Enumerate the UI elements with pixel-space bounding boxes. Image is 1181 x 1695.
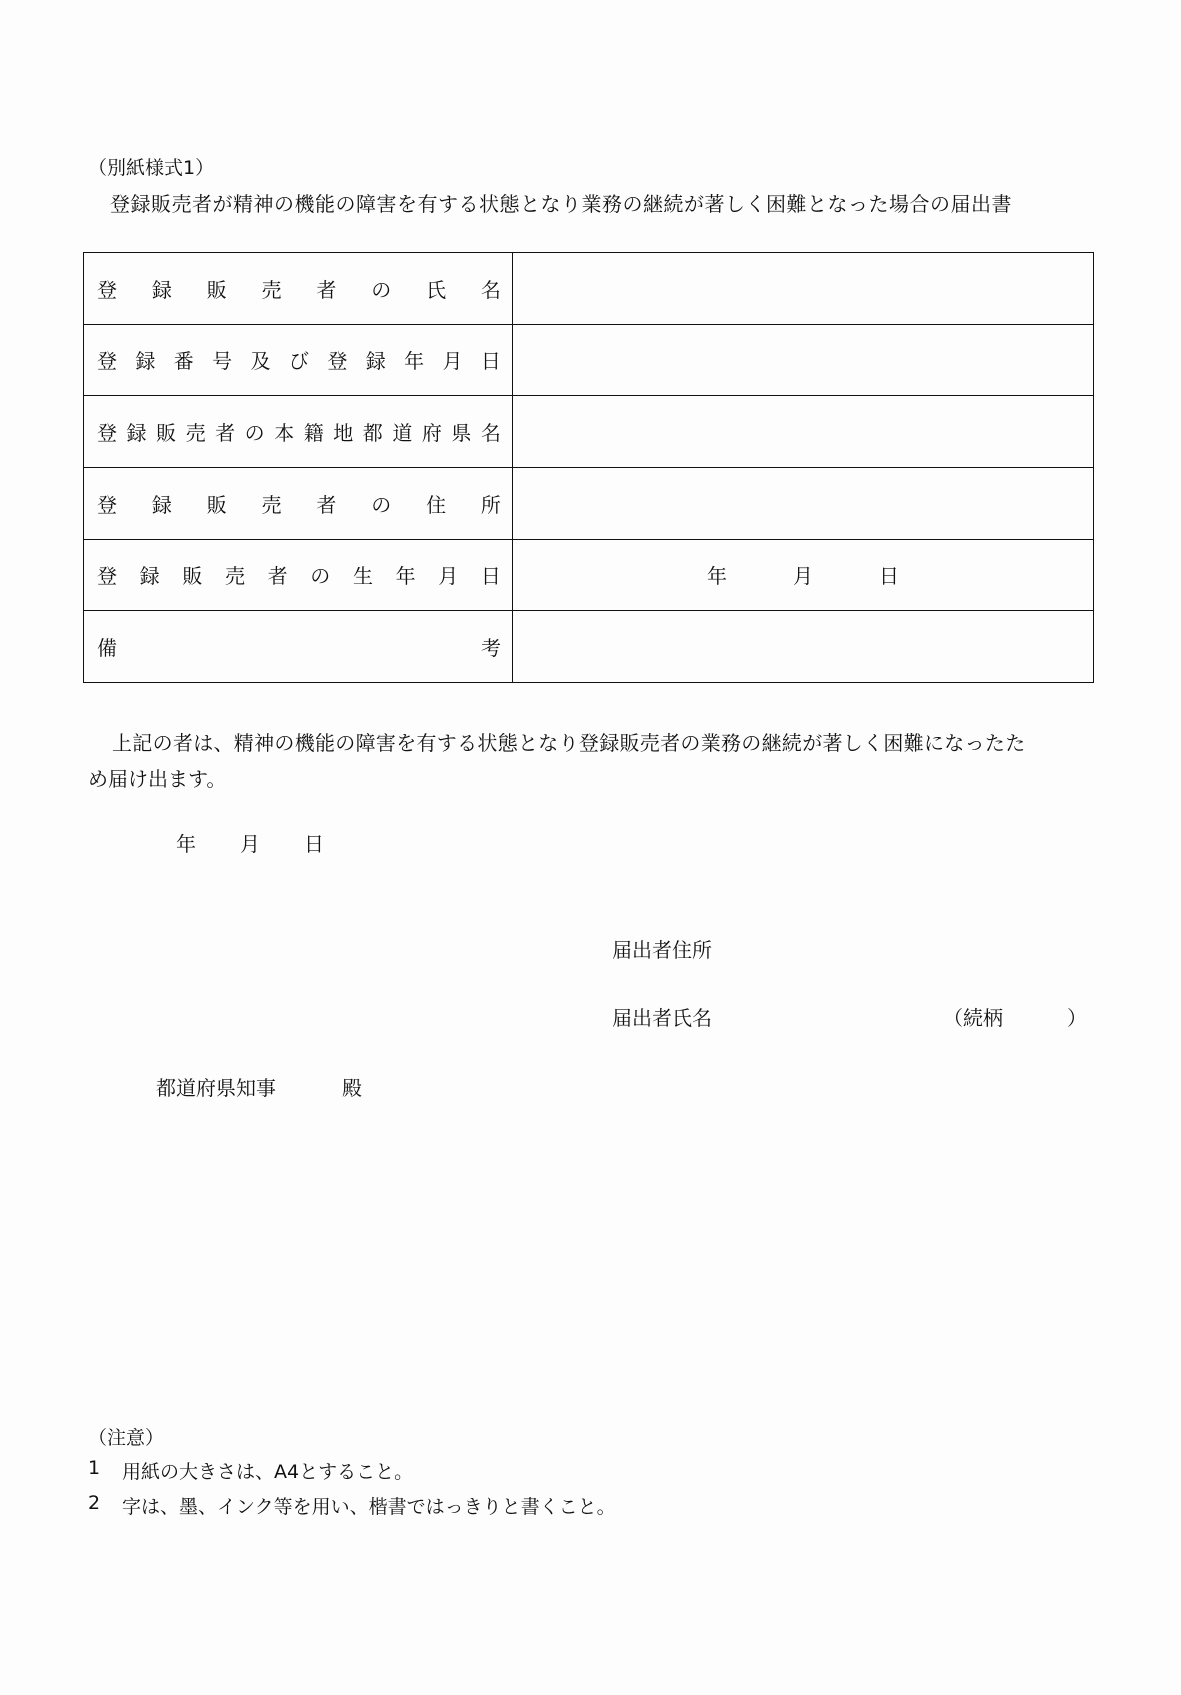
registration-form-table [83, 252, 1094, 683]
table-row-registration-number [84, 324, 1094, 396]
label-cell [84, 324, 513, 396]
label-char: 月 [442, 349, 463, 374]
label-char: 録 [151, 492, 172, 517]
label-char: 道 [392, 421, 413, 446]
addressee-honorific: 殿 [342, 1076, 362, 1100]
label-char: の [244, 421, 265, 446]
label-char: 名 [480, 277, 501, 302]
birthdate-value-field[interactable] [513, 539, 1094, 611]
label-cell [84, 539, 513, 611]
label-char: 地 [333, 421, 354, 446]
label-char: 登 [97, 492, 117, 517]
label-char: 及 [250, 349, 271, 374]
statement-line-1: 上記の者は、精神の機能の障害を有する状態となり登録販売者の業務の継続が著しく困難になったた [112, 731, 1026, 755]
label-char: の [371, 492, 392, 517]
month-unit: 月 [793, 564, 813, 589]
label-char: 録 [126, 421, 147, 446]
label-char: 売 [261, 492, 282, 517]
label-char: 日 [480, 564, 501, 589]
label-char: 者 [267, 564, 288, 589]
row-label [84, 560, 512, 589]
note-text: 用紙の大きさは、A4とすること。 [122, 1461, 414, 1483]
label-char: 年 [395, 564, 416, 589]
label-char: 者 [316, 277, 337, 302]
document-title: 登録販売者が精神の機能の障害を有する状態となり業務の継続が著しく困難となった場合の届出書 [110, 192, 1012, 216]
address-value-field[interactable] [513, 467, 1094, 539]
label-char: 録 [151, 277, 172, 302]
label-char: 月 [438, 564, 459, 589]
label-char: 氏 [426, 277, 447, 302]
label-cell [84, 611, 513, 683]
note-number: 1 [88, 1457, 101, 1479]
relationship-blank[interactable] [1003, 1002, 1067, 1031]
label-char: 府 [421, 421, 442, 446]
row-label [84, 417, 512, 446]
label-char: 販 [182, 564, 203, 589]
note-number: 2 [88, 1492, 101, 1514]
label-char: 名 [480, 421, 501, 446]
year-unit: 年 [176, 832, 196, 856]
label-char: 号 [212, 349, 233, 374]
label-char: 登 [97, 277, 117, 302]
label-char: 登 [97, 349, 117, 374]
label-char: 所 [480, 492, 501, 517]
domicile-value-field[interactable] [513, 396, 1094, 468]
label-char: 者 [316, 492, 337, 517]
row-label [84, 489, 512, 518]
applicant-name-label: 届出者氏名 [612, 1006, 712, 1030]
table-row-remarks [84, 611, 1094, 683]
day-unit: 日 [304, 832, 324, 856]
addressee-title: 都道府県知事 [156, 1076, 276, 1100]
label-char: 籍 [303, 421, 324, 446]
row-label [84, 345, 512, 374]
label-char: 者 [215, 421, 236, 446]
label-char: 販 [156, 421, 177, 446]
label-cell [84, 467, 513, 539]
month-unit: 月 [240, 832, 260, 856]
declaration-statement [88, 725, 1098, 797]
note-item [88, 1457, 413, 1484]
table-row-address [84, 467, 1094, 539]
note-text: 字は、墨、インク等を用い、楷書ではっきりと書くこと。 [122, 1496, 616, 1518]
label-char: 県 [451, 421, 472, 446]
table-row-birthdate [84, 539, 1094, 611]
remarks-value-field[interactable] [513, 611, 1094, 683]
year-unit: 年 [707, 564, 727, 589]
row-label [84, 274, 512, 303]
label-char: 販 [206, 277, 227, 302]
registration-number-value-field[interactable] [513, 324, 1094, 396]
label-char: 登 [97, 421, 117, 446]
table-row-name [84, 253, 1094, 325]
submission-date [176, 828, 324, 857]
label-char: 生 [352, 564, 373, 589]
relationship-close-paren: ） [1067, 1006, 1087, 1030]
label-char: 住 [426, 492, 447, 517]
label-char: 年 [404, 349, 425, 374]
label-char: 番 [173, 349, 194, 374]
name-value-field[interactable] [513, 253, 1094, 325]
addressee [156, 1072, 362, 1101]
label-char: 録 [135, 349, 156, 374]
label-char: 売 [224, 564, 245, 589]
table-row-domicile [84, 396, 1094, 468]
label-char: 備 [97, 636, 117, 661]
label-cell [84, 396, 513, 468]
notes-heading: （注意） [88, 1427, 165, 1449]
label-cell [84, 253, 513, 325]
label-char: 売 [185, 421, 206, 446]
label-char: 売 [261, 277, 282, 302]
label-char: 登 [97, 564, 117, 589]
form-number-label: （別紙様式1） [88, 157, 215, 179]
applicant-address-label: 届出者住所 [612, 938, 712, 962]
label-char: 録 [139, 564, 160, 589]
day-unit: 日 [879, 564, 899, 589]
row-label [84, 632, 512, 661]
label-char: 日 [480, 349, 501, 374]
label-char: 本 [274, 421, 295, 446]
label-char: 録 [365, 349, 386, 374]
label-char: 考 [481, 636, 501, 661]
relationship-label: （続柄 [943, 1006, 1003, 1030]
label-char: び [288, 349, 309, 374]
label-char: 販 [206, 492, 227, 517]
relationship-field [943, 1002, 1087, 1031]
label-char: の [310, 564, 331, 589]
label-char: の [371, 277, 392, 302]
label-char: 都 [362, 421, 383, 446]
statement-line-2: め届け出ます。 [88, 767, 227, 791]
note-item [88, 1492, 616, 1519]
label-char: 登 [327, 349, 348, 374]
